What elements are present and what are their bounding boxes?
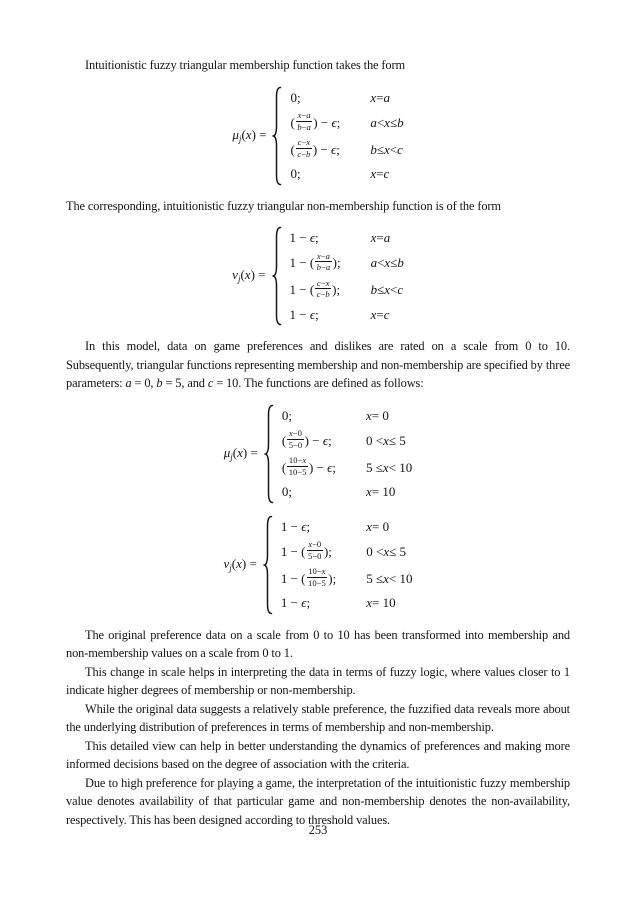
- case-expression: ( $\frac{x-0}{5-0}$ ) − ϵ;: [281, 428, 332, 450]
- case-expression: 1 − ( $\frac{c-x}{c-b}$ );: [289, 277, 341, 299]
- case-expression: 0;: [281, 484, 292, 500]
- page-number: 253: [308, 823, 328, 837]
- cases-brace: [264, 404, 274, 504]
- equation-membership-general: [66, 86, 570, 186]
- case-condition: x = 0: [365, 407, 389, 423]
- case-condition: x = 10: [366, 595, 396, 611]
- cases-grid: [290, 229, 404, 323]
- case-expression: 1 − ϵ;: [289, 306, 319, 322]
- cases-grid: [281, 518, 413, 612]
- equation-lhs: $\mu_j(x)$ =: [223, 444, 258, 462]
- case-condition: x = c: [370, 166, 390, 182]
- case-condition: b ≤ x < c: [370, 141, 403, 157]
- paragraph-transformed-data: The original preference data on a scale from 0 to 10 has been transformed into membership and non-membership values on a scale from 0 to 1.: [66, 627, 570, 660]
- case-expression: 1 − ( $\frac{x-a}{b-a}$ );: [289, 250, 341, 272]
- fraction: $\frac{x-0}{5-0}$: [308, 539, 322, 561]
- equation-lhs: $\nu_j(x)$ =: [232, 267, 266, 284]
- case-expression: 1 − ( $\frac{10-x}{10-5}$ );: [280, 566, 337, 588]
- cases-brace: [272, 226, 282, 326]
- case-expression: ( $\frac{10-x}{10-5}$ ) − ϵ;: [281, 455, 336, 477]
- case-expression: 1 − ( $\frac{x-0}{5-0}$ );: [280, 539, 332, 561]
- case-condition: b ≤ x < c: [370, 282, 404, 297]
- cases-grid: [290, 89, 403, 183]
- fraction: $\frac{c-x}{c-b}$: [297, 137, 311, 159]
- case-condition: x = 10: [365, 484, 396, 500]
- cases-brace: [272, 86, 282, 186]
- fraction: $\frac{x-a}{b-a}$: [316, 250, 331, 272]
- case-condition: a < x ≤ b: [370, 114, 404, 130]
- case-condition: 0 < x ≤ 5: [366, 543, 406, 559]
- case-expression: ( $\frac{x-a}{b-a}$ ) − ϵ;: [290, 110, 341, 132]
- paragraph-intro-membership: Intuitionistic fuzzy triangular membership function takes the form: [85, 58, 405, 72]
- paragraph-fuzzified-data: While the original data suggests a relatively stable preference, the fuzzified data reveals more about the underlying distribution of preferences in terms of membership and non-membership.: [66, 701, 570, 734]
- equation-nonmembership-specific: [66, 515, 570, 615]
- page-footer: [0, 823, 636, 838]
- case-condition: 5 ≤ x < 10: [366, 570, 413, 586]
- cases-brace: [263, 515, 273, 615]
- paragraph-interpretation: Due to high preference for playing a game, the interpretation of the intuitionistic fuzzy membership value denotes availability of that particular game and non-membership denotes the non-availability, respectively. This has been designed according to threshold values.: [66, 775, 570, 827]
- case-expression: 1 − ϵ;: [280, 518, 311, 534]
- paragraph-intro-nonmembership: The corresponding, intuitionistic fuzzy triangular non-membership function is of the form: [66, 198, 501, 213]
- equation-nonmembership-general: [66, 226, 570, 326]
- fraction: $\frac{x-0}{5-0}$: [288, 428, 303, 450]
- equation-lhs: $\mu_j(x)$ =: [232, 126, 267, 144]
- case-condition: 5 ≤ x < 10: [365, 459, 413, 475]
- paragraph-scale-change: This change in scale helps in interpreting the data in terms of fuzzy logic, where values closer to 1 indicate higher degrees of membership or non-membership.: [66, 664, 570, 697]
- equation-membership-specific: [66, 404, 570, 504]
- case-expression: 1 − ϵ;: [289, 230, 319, 246]
- case-expression: ( $\frac{c-x}{c-b}$ ) − ϵ;: [290, 137, 340, 159]
- cases-grid: [282, 407, 412, 501]
- case-expression: 0;: [290, 89, 301, 105]
- case-condition: x = c: [370, 306, 390, 322]
- case-expression: 1 − ϵ;: [280, 595, 311, 611]
- fraction: $\frac{10-x}{10-5}$: [288, 455, 307, 477]
- case-condition: x = 0: [366, 518, 390, 534]
- paragraph-detailed-view: This detailed view can help in better understanding the dynamics of preferences and making more informed decisions based on the degree of association with the criteria.: [66, 738, 570, 771]
- fraction: $\frac{10-x}{10-5}$: [308, 566, 326, 588]
- case-expression: 0;: [281, 407, 292, 423]
- case-condition: 0 < x ≤ 5: [365, 432, 406, 448]
- fraction: $\frac{c-x}{c-b}$: [316, 277, 330, 299]
- case-condition: a < x ≤ b: [370, 255, 404, 270]
- equation-lhs: $\nu_j(x)$ =: [223, 555, 257, 573]
- case-condition: x = a: [370, 230, 391, 246]
- case-expression: 0;: [290, 166, 301, 182]
- paragraph-model-parameters: In this model, data on game preferences and dislikes are rated on a scale from 0 to 10. Subsequently, triangular functions representing membership and non-membership are specified by three parameters: a = 0, b = 5, and c = 10. The functions are defined as follows:: [66, 339, 570, 390]
- fraction: $\frac{x-a}{b-a}$: [297, 110, 311, 132]
- case-condition: x = a: [370, 89, 390, 105]
